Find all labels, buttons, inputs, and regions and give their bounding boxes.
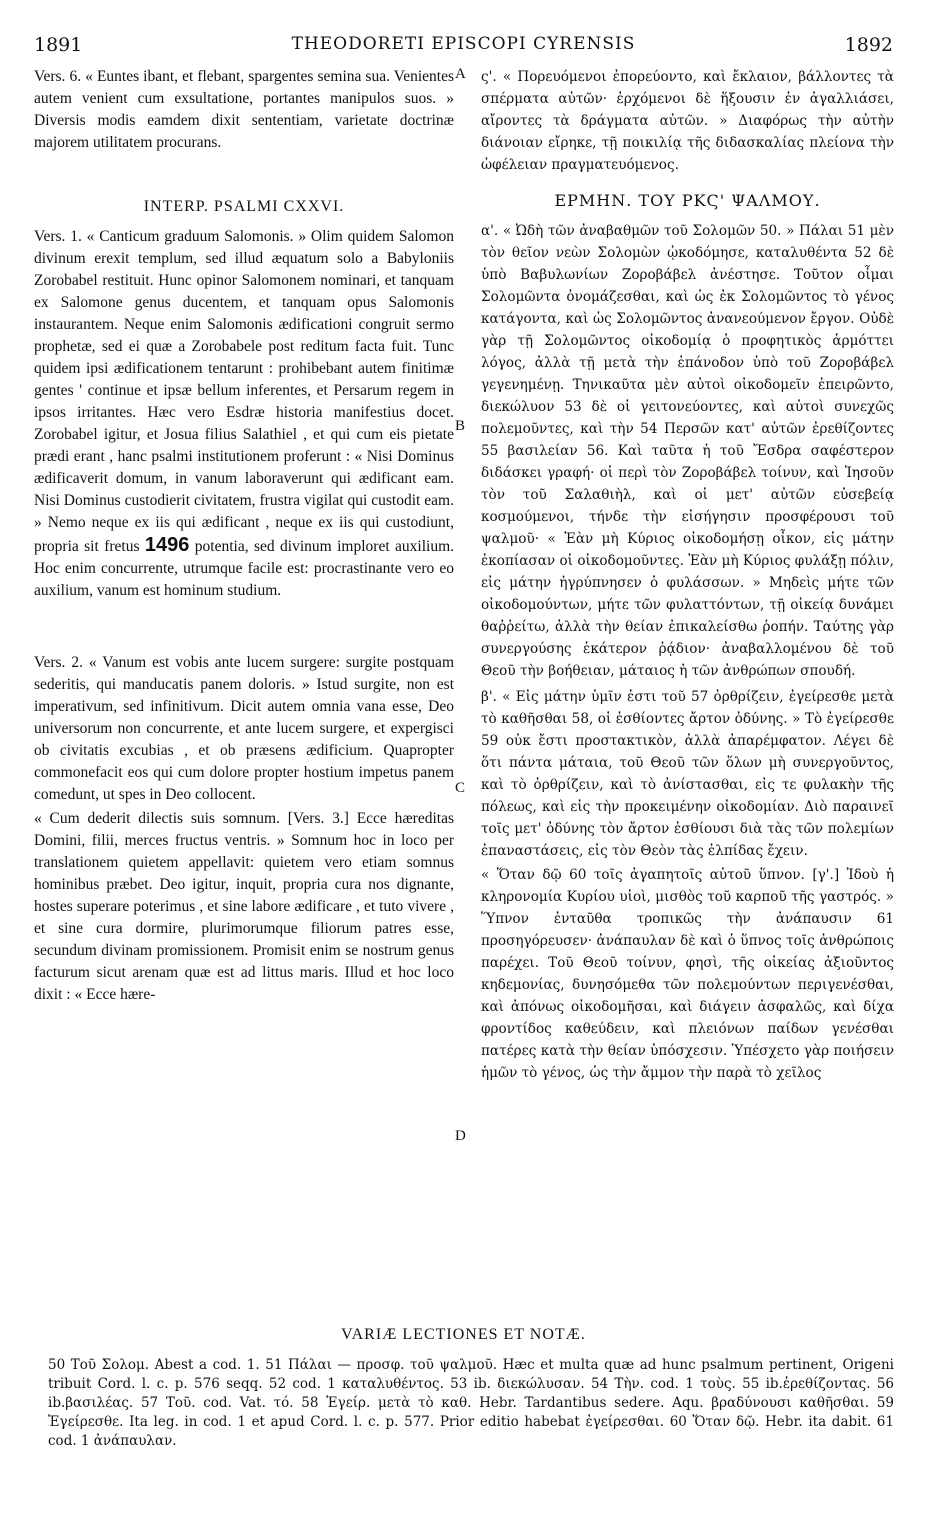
- greek-paragraph-vers2: β'. « Εἰς μάτην ὑμῖν ἐστι τοῦ 57 ὀρθρίζειν, ἐγείρεσθε μετὰ τὸ καθῆσθαι 58, οἱ ἐσθίοντες ἄρτον ὀδύνης. » Τὸ ἐγείρεσθε 59 οὐκ ἔστι προστακτικὸν, ἀλλὰ ἀπαρέμφατον. Λέγει δὲ ὅτι πάντα μάταια, τοῦ Θεοῦ τῶν ὅλων μὴ συνεργοῦντος, καὶ τὸ ὀρθρίζειν, καὶ τὸ ἀνίστασθαι, εἰς τε φυλακὴν τῆς πόλεως, καὶ εἰς τὴν προκειμένην οἰκοδομίαν. Διὸ παραινεῖ τοῖς μετ' ὀδύνης τὸν ἄρτον ἐσθίουσι διὰ τὰς τῶν πολεμίων ἐπαναστάσεις, εἰς τὸν Θεὸν τὰς ἐλπίδας ἔχειν.: [481, 689, 894, 859]
- latin-paragraph-vers1: Vers. 1. « Canticum graduum Salomonis. » Olim quidem Salomon divinum erexit templum, sed illud æquatum solo a Babyloniis Zorobabel restituit. Hunc opinor Salomonem nominari, et tanquam ex Salomone genus ducentem, et tanquam opus Salomonis instaurantem. Neque enim Salomonis ædificationi congruit sermo prophetæ, sed ei quæ a Zorobabele post reditum facta fuit. Tunc quidem ipsi ædificationem tentarunt : prohibebant autem finitimæ gentes ' continue et ipsæ bellum inferentes, et Persarum regem in ipsos irritantes. Hæc vero Esdræ historia manifestius docet. Zorobabel igitur, et Josua filius Salathiel , et qui cum eis pietate prædi erant , hanc psalmi institutionem proferunt : « Nisi Dominus ædificaverit domum, in vanum laboraverunt qui ædificant eam. Nisi Dominus custodierit civitatem, frustra vigilat qui custodit eam. » Nemo neque ex iis qui ædificant , neque ex iis qui custodiunt, propria sit fretus 1496 potentia, sed divinum imploret auxilium. Hoc enim concurrente, utrumque facile est: procrastinante vero eo auxilium, vanum est hominum studium.: [34, 228, 455, 599]
- margin-mark-a: A: [455, 66, 466, 82]
- latin-paragraph-vers2: Vers. 2. « Vanum est vobis ante lucem surgere: surgite postquam sederitis, qui manducatis panem doloris. » Istud surgite, non est imperativum, sed infinitivum. Dicit autem omnia vana esse, Deo universorum non concurrente, et ante lucem surgere, et expergisci ob civitatis excubias , et ob præsens ædificium. Quapropter commonefacit eos qui cum dolore propter hostium impetus panem comedunt, ut spes in Deo collocent.: [34, 654, 454, 803]
- latin-column: [34, 66, 454, 1006]
- margin-mark-d: D: [455, 1128, 466, 1144]
- margin-mark-c: C: [455, 780, 466, 796]
- running-header: [34, 34, 893, 56]
- greek-column: [481, 66, 894, 1084]
- column-number: 1496: [144, 534, 190, 556]
- page-number-left: 1891: [34, 34, 83, 56]
- latin-paragraph-vers3: « Cum dederit dilectis suis somnum. [Vers. 3.] Ecce hæreditas Domini, filii, merces fructus ventris. » Somnum hoc in loco per translationem quietem appellavit: quietem vero etiam somnus hominibus præbet. Deo igitur, inquit, propria cura nos dignante, hostes superare poterimus , et sine labore ædificare , et tuto vivere , et sine cura dormire, plurimorumque filiorum patres esse, secundum divinam promissionem. Promisit enim se nostrum genus facturum sicut arenam quæ est ad littus maris. Illud et hoc loco dixit : « Ecce hære-: [34, 810, 454, 1003]
- margin-mark-b: B: [455, 418, 466, 434]
- greek-paragraph-vers3: « Ὅταν δῷ 60 τοῖς ἀγαπητοῖς αὐτοῦ ὕπνον. [γ'.] Ἰδοὺ ἡ κληρονομία Κυρίου υἱοὶ, μισθὸς τοῦ καρποῦ τῆς γαστρός. » Ὕπνον ἐνταῦθα τροπικῶς τὴν ἀνάπαυσιν 61 προσηγόρευσεν· ἀνάπαυλαν δὲ καὶ ὁ ὕπνος τοῖς ἀνθρώποις παρέχει. Τοῦ Θεοῦ τοίνυν, φησὶ, τῆς οἰκείας ἀξιοῦντος κηδεμονίας, δυνησόμεθα τῶν πολεμούντων περιγενέσθαι, καὶ ἀπόνως οἰκοδομῆσαι, καὶ διάγειν ἀσφαλῶς, καὶ δίχα φροντίδος καθεύδειν, καὶ πλειόνων παίδων γενέσθαι πατέρες κατὰ τὴν θείαν ὑπόσχεσιν. Ὑπέσχετο γὰρ ποιήσειν ἡμῶν τὸ γένος, ὡς τὴν ἄμμον τὴν παρὰ τὸ χεῖλος: [481, 867, 894, 1081]
- notes-text: 50 Τοῦ Σολομ. Abest a cod. 1. 51 Πάλαι — προσφ. τοῦ ψαλμοῦ. Hæc et multa quæ ad hunc psalmum pertinent, Origeni tribuit Cord. l. c. p. 576 seqq. 52 cod. 1 καταλυθέντος. 53 ib. διεκώλυσαν. 54 Τὴν. cod. 1 τοὺς. 55 ib.ἐρεθίζοντας. 56 ib.βασιλέας. 57 Τοῦ. cod. Vat. τό. 58 Ἐγείρ. μετὰ τὸ καθ. Hebr. Tardantibus sedere. Aqu. βραδύνουσι καθῆσθαι. 59 Ἐγείρεσθε. Ita leg. in cod. 1 et apud Cord. l. c. p. 577. Prior editio habebat ἐγείρεσθαι. 60 Ὅταν δῷ. Hebr. ita dabit. 61 cod. 1 ἀνάπαυλαν.: [48, 1357, 894, 1449]
- running-title: THEODORETI EPISCOPI CYRENSIS: [291, 34, 636, 54]
- latin-section-heading: INTERP. PSALMI CXXVI.: [143, 198, 345, 215]
- greek-paragraph-vers1: α'. « Ὠδὴ τῶν ἀναβαθμῶν τοῦ Σολομῶν 50. » Πάλαι 51 μὲν τὸν θεῖον νεὼν Σολομὼν ᾠκοδόμησε, καταλυθέντα 52 δὲ ὑπὸ Βαβυλωνίων Ζοροβάβελ ἀνέστησε. Τοῦτον οἶμαι Σολομῶντα ὀνομάζεσθαι, καὶ ὡς ἐκ Σολομῶντος τὸ γένος κατάγοντα, καὶ ὡς Σολομῶντος ἀνανεούμενον ἔργον. Οὐδὲ γὰρ τῇ Σολομῶντος οἰκοδομίᾳ ὁ προφητικὸς ἁρμόττει λόγος, ἀλλὰ τῇ μετὰ τὴν ἐπάνοδον ὑπὸ τοῦ Ζοροβάβελ γεγενημένῃ. Τηνικαῦτα μὲν αὐτοὶ οἰκοδομεῖν ἐπειρῶντο, διεκώλυον 53 δὲ οἱ γειτονεύοντες, καὶ αὐτοὶ συνεχῶς πολεμοῦντες, καὶ τὴν 54 Περσῶν κατ' αὐτῶν ἐρεθίζοντες 55 βασιλείαν 56. Καὶ ταῦτα ἡ τοῦ Ἔσδρα σαφέστερον διδάσκει γραφή· οἱ περὶ τὸν Ζοροβάβελ τοίνυν, καὶ Ἰησοῦν τὸν τοῦ Σαλαθιὴλ, καὶ οἱ μετ' αὐτῶν εὐσεβείᾳ κοσμούμενοι, τήνδε τὴν εἰσήγησιν προσφέρουσι τοῦ ψαλμοῦ· « Ἐὰν μὴ Κύριος οἰκοδομήσῃ οἶκον, εἰς μάτην ἐκοπίασαν οἱ οἰκοδομοῦντες. Ἐὰν μὴ Κύριος φυλάξῃ πόλιν, εἰς μάτην ἠγρύπνησεν ὁ φυλάσσων. » Μηδεὶς μήτε τῶν οἰκοδομούντων, μήτε τῶν φυλαττόντων, τῇ οἰκείᾳ δυνάμει θαῤῥείτω, ἀλλὰ τὴν θείαν ἐπικαλείσθω ῥοπήν. Ταύτης γὰρ συνεργούσης ἑκάτερον ῥᾴδιον· ἀναβαλλομένου δὲ τοῦ Θεοῦ τὴν βοήθειαν, μάταιος ἡ τῶν ἀνθρώπων σπουδή.: [481, 223, 894, 679]
- latin-paragraph-vers6: Vers. 6. « Euntes ibant, et flebant, spargentes semina sua. Venientes autem venient cum exsultatione, portantes manipulos suos. » Diversis modis eamdem dixit sententiam, varietate doctrinæ majorem utilitatem procurans.: [34, 68, 454, 151]
- greek-paragraph-vers6: ς'. « Πορευόμενοι ἐπορεύοντο, καὶ ἔκλαιον, βάλλοντες τὰ σπέρματα αὐτῶν· ἐρχόμενοι δὲ ἥξουσιν ἐν ἀγαλλιάσει, αἴροντες τὰ δράγματα αὐτῶν. » Διαφόρως τὴν αὐτὴν διάνοιαν εἴρηκε, τῇ ποικιλίᾳ τῆς διδασκαλίας πλείονα τὴν ὠφέλειαν πραγματευόμενος.: [481, 69, 894, 173]
- greek-section-heading: ΕΡΜΗΝ. ΤΟΥ ΡΚϚ' ΨΑΛΜΟΥ.: [554, 191, 821, 210]
- notes-heading: VARIÆ LECTIONES ET NOTÆ.: [341, 1326, 586, 1343]
- page-number-right: 1892: [844, 34, 893, 56]
